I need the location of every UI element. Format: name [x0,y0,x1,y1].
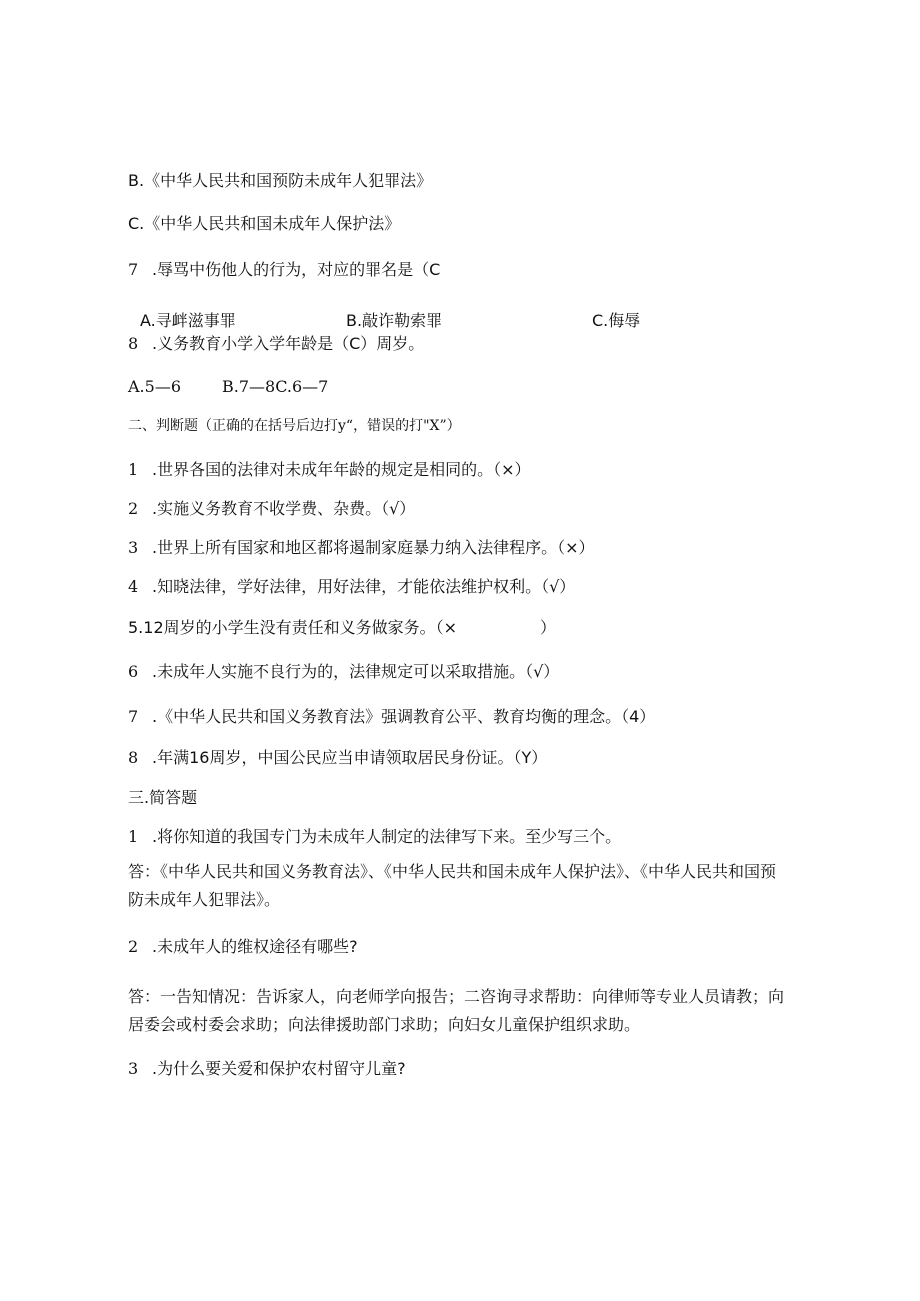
item-text: .知晓法律，学好法律，用好法律，才能依法维护权利。（√） [152,577,576,596]
section-2-title: 二、判断题（正确的在括号后边打y“，错误的打"X”） [128,418,461,434]
short-question-1 [128,827,621,847]
judge-item-3 [128,538,595,558]
q8-option-bc: B.7—8C.6—7 [222,377,329,396]
item-text: 5.12周岁的小学生没有责任和义务做家务。（× [128,618,458,637]
item-number: 3 [128,538,139,557]
short-question-3 [128,1059,406,1079]
item-number: 2 [128,499,139,518]
q7-option-b: B.敲诈勒索罪 [346,311,443,330]
answer-1: 答：《中华人民共和国义务教育法》、《中华人民共和国未成年人保护法》、《中华人民共和国预防未成年人犯罪法》。 [128,862,777,909]
item-number: 1 [128,460,139,479]
q7-option-a: A.寻衅滋事罪 [140,311,236,330]
question-text: .辱骂中伤他人的行为，对应的罪名是（C [152,260,441,279]
judge-item-7 [128,707,655,727]
q7-option-c: C.侮辱 [592,311,641,330]
question-number: 1 [128,827,139,846]
item-text: .世界上所有国家和地区都将遏制家庭暴力纳入法律程序。（×） [152,538,595,557]
question-7 [128,260,440,280]
question-number: 2 [128,937,139,956]
item-text: .未成年人实施不良行为的，法律规定可以采取措施。（√） [152,662,560,681]
option-c: C.《中华人民共和国未成年人保护法》 [128,214,401,233]
question-8 [128,334,424,354]
judge-item-5 [128,618,457,638]
item-number: 8 [128,748,139,767]
question-number: 8 [128,334,139,353]
judge-item-8 [128,748,547,768]
question-number: 3 [128,1059,139,1078]
judge-item-6 [128,662,559,682]
short-question-2 [128,937,358,957]
item-text: .实施义务教育不收学费、杂费。（√） [152,499,416,518]
question-text: .义务教育小学入学年龄是（C）周岁。 [152,334,425,353]
section-3-title: 三.简答题 [128,788,198,807]
question-number: 7 [128,260,139,279]
q8-option-a: A.5—6 [128,377,181,396]
option-b: B.《中华人民共和国预防未成年人犯罪法》 [128,171,433,190]
answer-2: 答：一告知情况：告诉家人，向老师学向报告；二咨询寻求帮助：向律师等专业人员请教；向居委会或村委会求助；向法律援助部门求助；向妇女儿童保护组织求助。 [128,987,785,1034]
item-number: 6 [128,662,139,681]
item-text: .世界各国的法律对未成年年龄的规定是相同的。（×） [152,460,531,479]
question-text: .为什么要关爱和保护农村留守儿童? [152,1059,406,1078]
judge-item-4 [128,577,575,597]
item-text: .年满16周岁，中国公民应当申请领取居民身份证。（Y） [152,748,548,767]
item-number: 7 [128,707,139,726]
question-text: .将你知道的我国专门为未成年人制定的法律写下来。至少写三个。 [152,827,622,846]
item-number: 4 [128,577,139,596]
judge-item-2 [128,499,415,519]
question-text: .未成年人的维权途径有哪些? [152,937,358,956]
judge-item-1 [128,460,531,480]
judge-item-5-close: ） [540,618,557,637]
item-text: .《中华人民共和国义务教育法》强调教育公平、教育均衡的理念。（4） [152,707,656,726]
